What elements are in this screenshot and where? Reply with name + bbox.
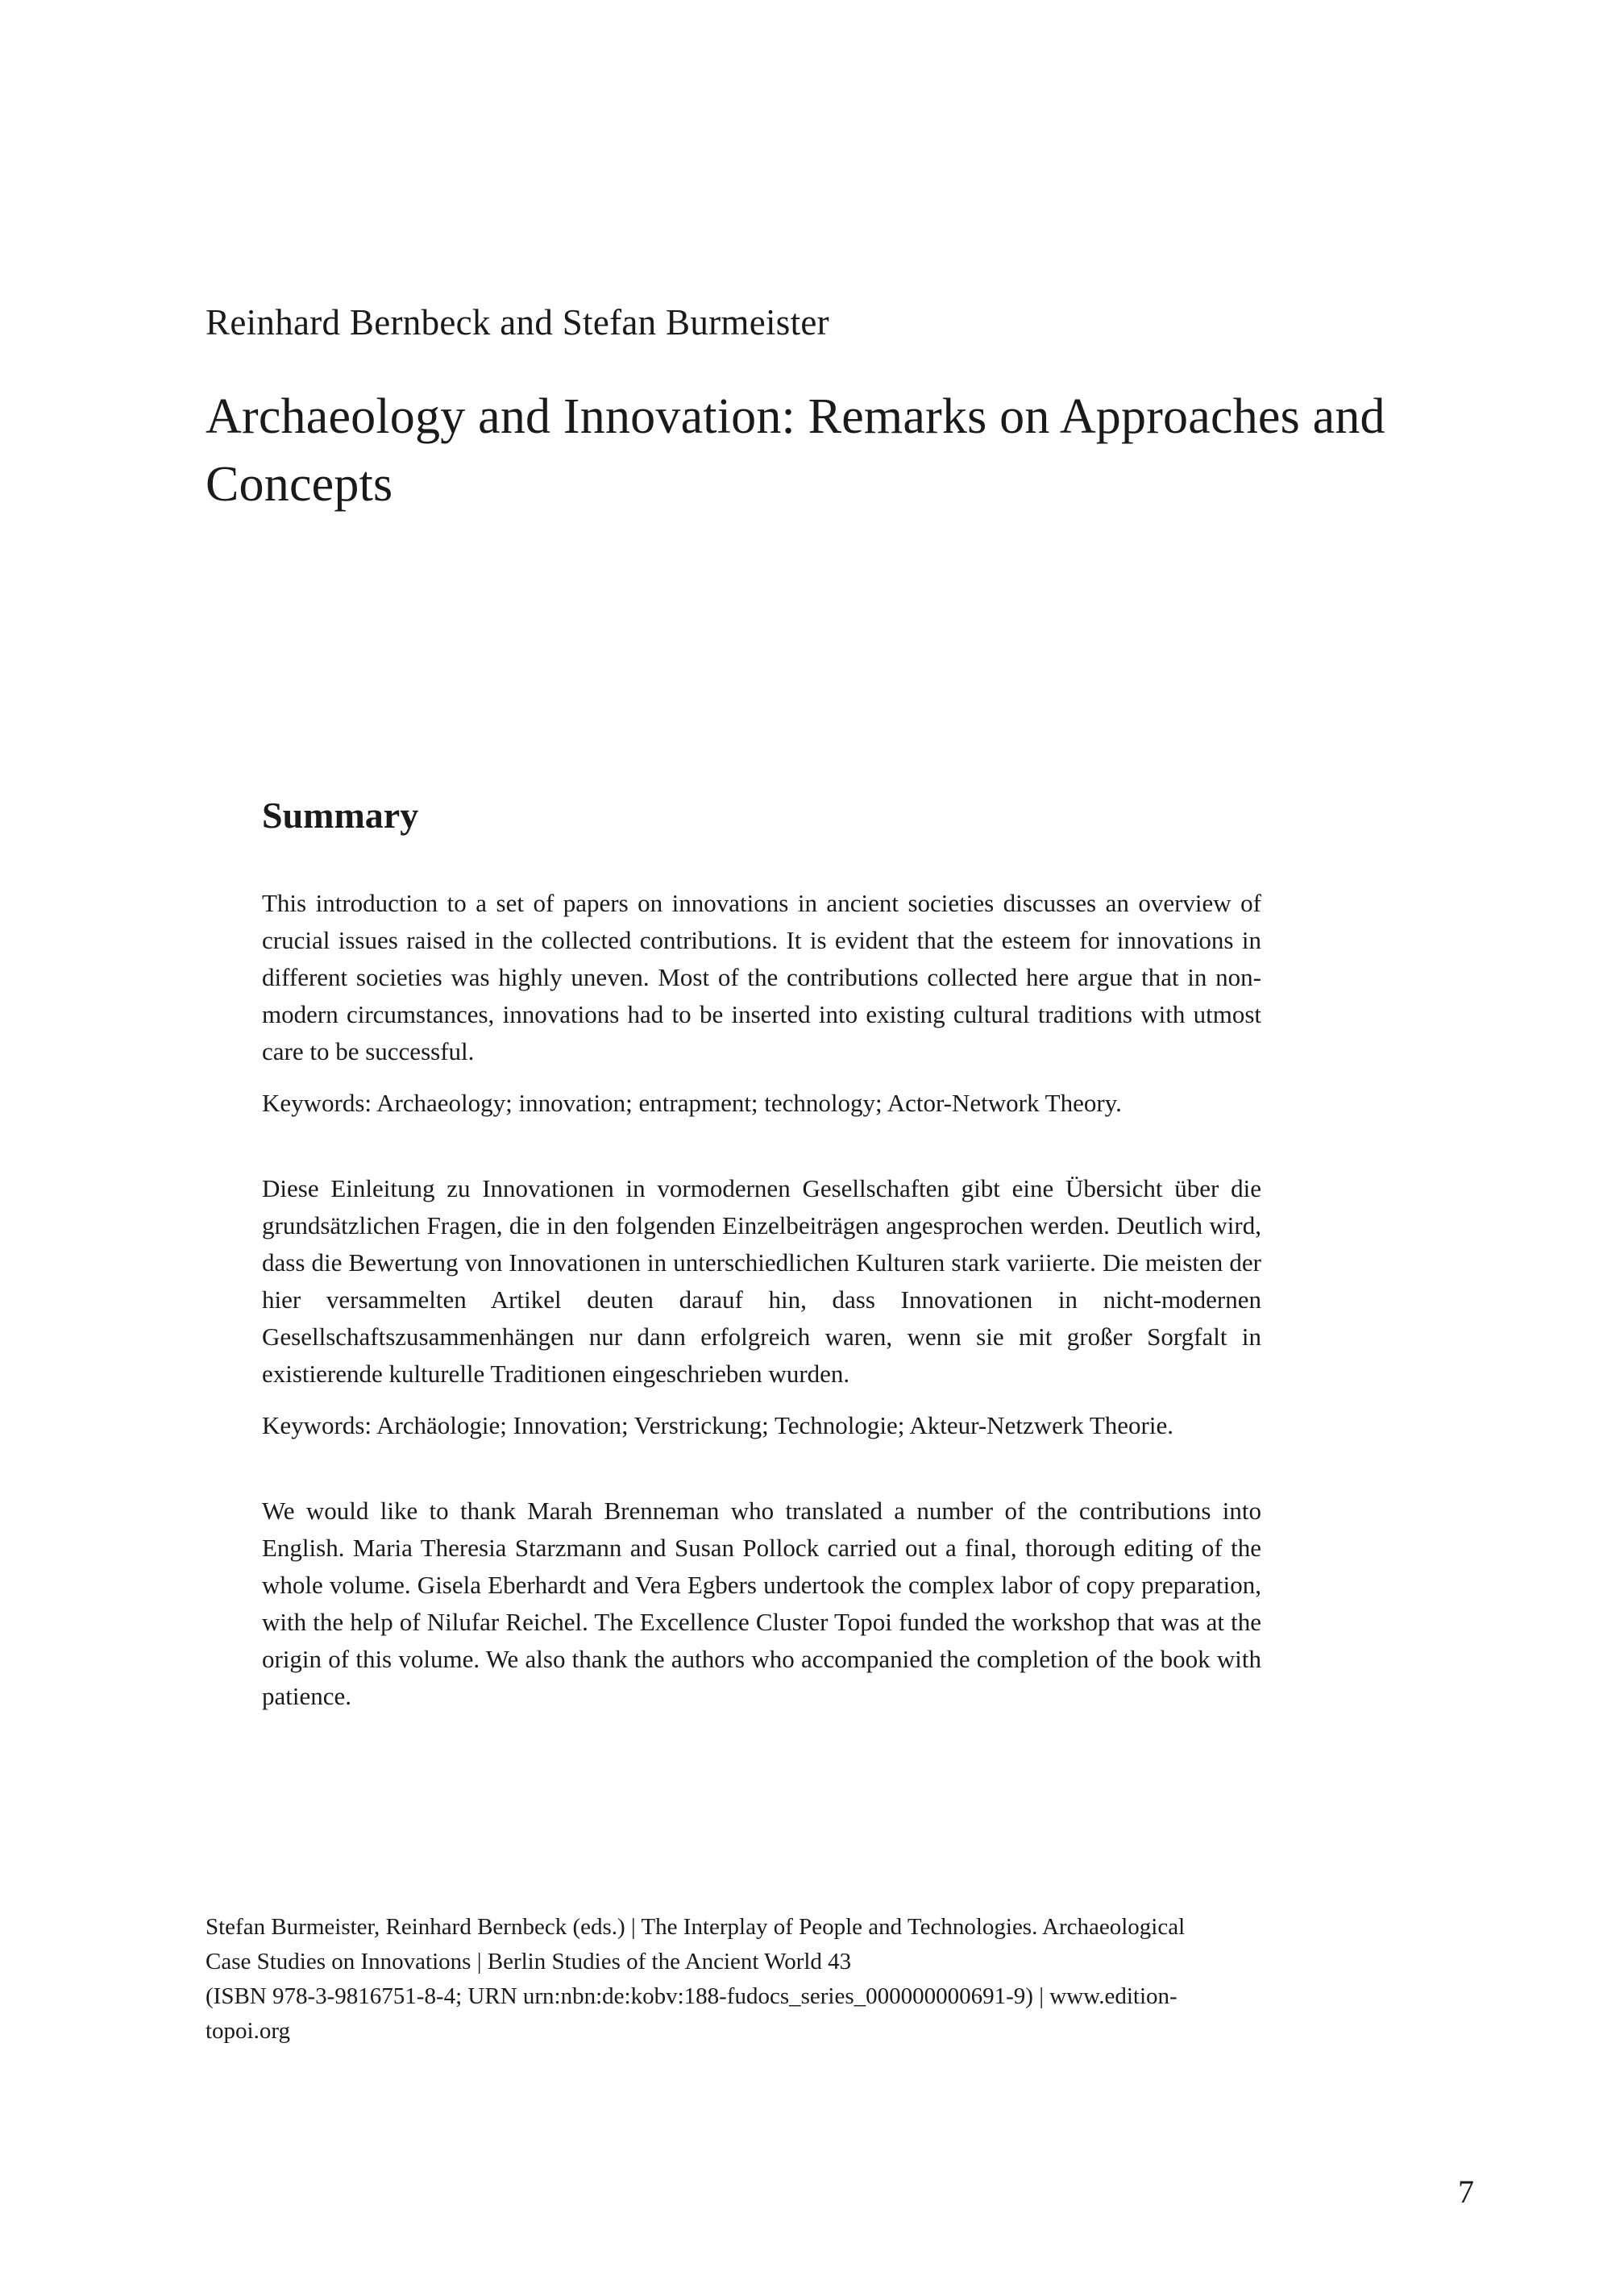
volume-citation: [206, 1910, 1269, 2049]
page-number: 7: [1458, 2174, 1474, 2210]
chapter-authors: Reinhard Bernbeck and Stefan Burmeister: [206, 302, 829, 343]
summary-heading: Summary: [262, 795, 419, 836]
summary-section: [262, 791, 1261, 1715]
citation-line: Stefan Burmeister, Reinhard Bernbeck (eds.) | The Interplay of People and Technologies. Archaeological: [206, 1914, 1186, 1940]
abstract-english: This introduction to a set of papers on innovations in ancient societies discusses an overview of crucial issues raised in the collected contributions. It is evident that the esteem for innovations in different societies was highly uneven. Most of the contributions collected here argue that in non-modern circumstances, innovations had to be inserted into existing cultural traditions with utmost care to be successful.: [262, 889, 1261, 1065]
keywords-german: Keywords: Archäologie; Innovation; Verstrickung; Technologie; Akteur-Netzwerk Theorie.: [262, 1411, 1174, 1439]
abstract-german: Diese Einleitung zu Innovationen in vormodernen Gesellschaften gibt eine Übersicht über die grundsätzlichen Fragen, die in den folgenden Einzelbeiträgen angesprochen werden. Deutlich wird, dass die Bewertung von Innovationen in unterschiedlichen Kulturen stark variierte. Die meisten der hier versammelten Artikel deuten darauf hin, dass Innovationen in nicht-modernen Gesellschaftszusammenhängen nur dann erfolgreich waren, wenn sie mit großer Sorgfalt in existierende kulturelle Traditionen eingeschrieben wurden.: [262, 1174, 1261, 1388]
section-spacer: [262, 1444, 1261, 1493]
citation-line: topoi.org: [206, 2018, 290, 2044]
chapter-title: Archaeology and Innovation: Remarks on Approaches and Concepts: [206, 389, 1385, 512]
acknowledgements: We would like to thank Marah Brenneman who translated a number of the contributions into English. Maria Theresia Starzmann and Susan Pollock carried out a final, thorough editing of the whole volume. Gisela Eberhardt and Vera Egbers undertook the complex labor of copy preparation, with the help of Nilufar Reichel. The Excellence Cluster Topoi funded the workshop that was at the origin of this volume. We also thank the authors who accompanied the completion of the book with patience.: [262, 1497, 1261, 1710]
citation-line: (ISBN 978-3-9816751-8-4; URN urn:nbn:de:kobv:188-fudocs_series_000000000691-9) | www.edition-: [206, 1983, 1178, 2009]
section-spacer: [262, 1122, 1261, 1170]
citation-line: Case Studies on Innovations | Berlin Studies of the Ancient World 43: [206, 1949, 852, 1974]
keywords-english: Keywords: Archaeology; innovation; entrapment; technology; Actor-Network Theory.: [262, 1089, 1122, 1117]
